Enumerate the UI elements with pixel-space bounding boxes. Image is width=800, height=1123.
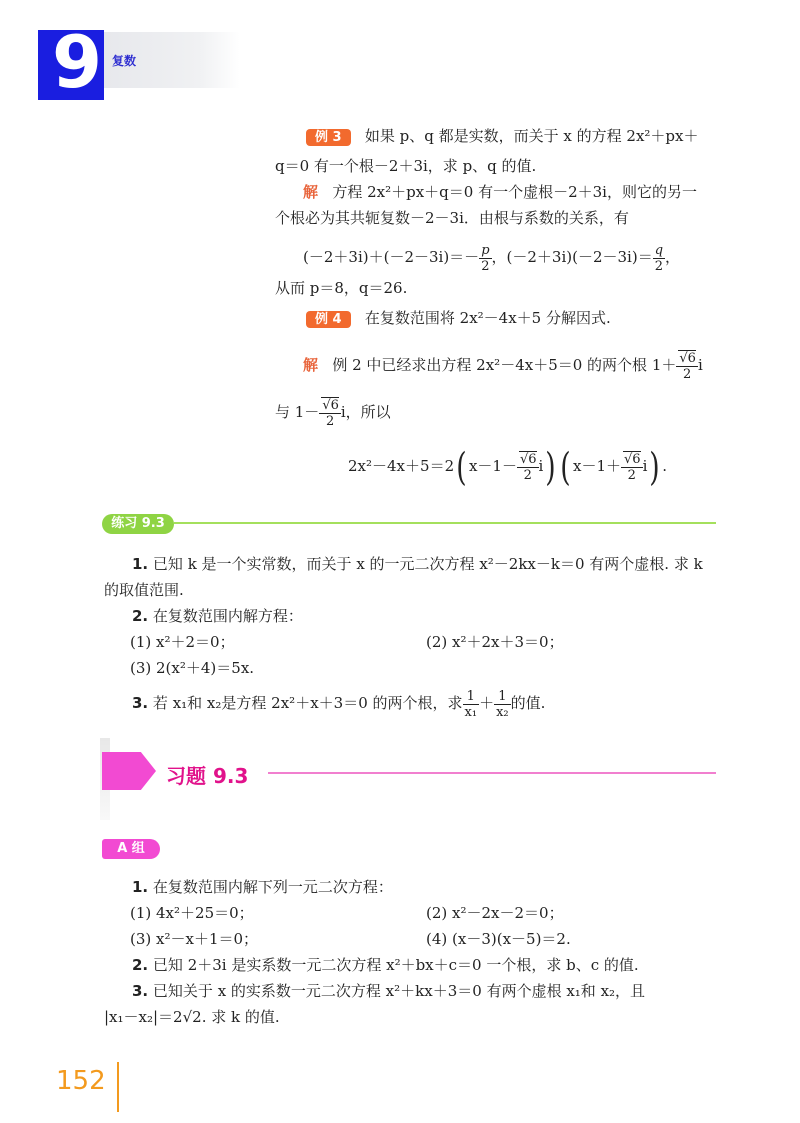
example-4-sol-b (275, 395, 391, 429)
example-3-solve-tag: 解 (303, 183, 319, 201)
fraction-1-over-x1 (463, 689, 480, 720)
practice-item-1a (132, 554, 703, 574)
right-paren-2: ) (649, 445, 660, 489)
fraction-1-over-x2 (494, 689, 511, 720)
example-4-question: 在复数范围将 2x²－4x＋5 分解因式. (364, 309, 611, 327)
eq1-den: 2 (481, 258, 490, 274)
exercise-item-1-1: (1) 4x²＋25＝0； (130, 904, 254, 922)
root-i-d: i (642, 457, 648, 475)
exercise-arrow-icon (102, 752, 156, 790)
practice-tag: 练习 9.3 (102, 514, 174, 534)
p2-text: 在复数范围内解方程： (152, 607, 303, 625)
e3-num: 3. (132, 982, 149, 1000)
eq1-den2: 2 (654, 258, 663, 274)
practice-item-2-1: (1) x²＋2＝0； (130, 633, 235, 651)
page-number-bar (117, 1062, 119, 1112)
practice-item-2 (132, 606, 303, 626)
p3-a: 若 x₁和 x₂是方程 2x²＋x＋3＝0 的两个根，求 (152, 694, 463, 712)
p1-num: 1. (132, 555, 149, 573)
example-4-solution-line-1 (303, 348, 703, 382)
left-paren-1: ( (456, 445, 467, 489)
example-3-sol-a: 方程 2x²＋px＋q＝0 有一个虚根－2＋3i，则它的另一 (332, 183, 697, 201)
eq1-p: p (481, 242, 490, 258)
example-3-question-a: 如果 p、q 都是实数，而关于 x 的方程 2x²＋px＋ (364, 127, 699, 145)
p2-num: 2. (132, 607, 149, 625)
exercise-title: 习题 9.3 (166, 764, 249, 788)
p3-f-num-2: 1 (494, 689, 511, 705)
exercise-item-1-4: (4) (x－3)(x－5)＝2. (426, 930, 571, 948)
root-num-d: √6 (624, 451, 641, 467)
eq1-left: (－2＋3i)＋(－2－3i)＝－ (303, 248, 480, 266)
root-den-d: 2 (627, 467, 636, 483)
example-3-sol-b: 个根必为其共轭复数－2－3i．由根与系数的关系，有 (275, 209, 629, 227)
exercise-divider (268, 772, 716, 774)
chapter-number: 9 (52, 20, 103, 104)
fraction-sqrt6-over-2-c (517, 452, 539, 483)
chapter-title: 复数 (112, 54, 137, 68)
root-den-c: 2 (523, 467, 532, 483)
fraction-q-over-2 (653, 243, 665, 274)
p3-f-den2: x₂ (496, 704, 509, 720)
root-num-b: √6 (322, 397, 339, 413)
exercise-item-1-3: (3) x²－x＋1＝0； (130, 930, 259, 948)
p3-f-num-1: 1 (463, 689, 480, 705)
example-3-question-b: q＝0 有一个根－2＋3i，求 p、q 的值. (275, 157, 537, 175)
example-3-equation (303, 240, 680, 274)
p3-plus: ＋ (479, 694, 495, 712)
example-3-solution-line-1 (303, 182, 697, 202)
e3-a: 已知关于 x 的实系数一元二次方程 x²＋kx＋3＝0 有两个虚根 x₁和 x₂，且 (152, 982, 646, 1000)
example-4-tag: 例 4 (306, 311, 351, 328)
e2-text: 已知 2＋3i 是实系数一元二次方程 x²＋bx＋c＝0 一个根，求 b、c 的值. (152, 956, 639, 974)
fact-f1: x－1－ (468, 457, 517, 475)
eq1-end: ， (665, 248, 681, 266)
practice-item-1b: 的取值范围. (104, 581, 184, 599)
fact-end: . (662, 457, 667, 475)
root-i: i (697, 356, 703, 374)
page-number: 152 (56, 1066, 106, 1096)
e2-num: 2. (132, 956, 149, 974)
root-num-c: √6 (519, 451, 537, 467)
exercise-item-1 (132, 877, 393, 897)
example-3-line-1 (306, 126, 698, 148)
eq1-mid: ，(－2＋3i)(－2－3i)＝ (491, 248, 653, 266)
root-i-c: i (538, 457, 544, 475)
fraction-p-over-2 (479, 243, 491, 274)
example-4-line-1 (306, 308, 611, 330)
fraction-sqrt6-over-2 (676, 351, 698, 382)
root-den: 2 (683, 366, 692, 382)
exercise-item-2 (132, 955, 639, 975)
e1-num: 1. (132, 878, 149, 896)
factorization-equation (348, 445, 667, 489)
fact-f2: x－1＋ (572, 457, 621, 475)
exercise-item-3a (132, 981, 645, 1001)
root-num: √6 (679, 350, 696, 366)
group-a-tag: A 组 (102, 839, 160, 859)
p1-a: 已知 k 是一个实常数，而关于 x 的一元二次方程 x²－2kx－k＝0 有两个虚根. 求 k (152, 555, 703, 573)
exercise-item-3b: |x₁－x₂|＝2√2. 求 k 的值. (104, 1008, 280, 1026)
fraction-sqrt6-over-2-d (621, 452, 643, 483)
left-paren-2: ( (560, 445, 571, 489)
practice-item-3 (132, 686, 545, 720)
root-den-b: 2 (325, 413, 335, 429)
sol-b-pre: 与 1－ (275, 403, 320, 421)
p3-f-den1: x₁ (464, 704, 478, 720)
practice-item-2-2: (2) x²＋2x＋3＝0； (426, 633, 564, 651)
practice-divider (174, 522, 716, 524)
example-3-result: 从而 p＝8，q＝26. (275, 279, 408, 297)
example-4-solve-tag: 解 (303, 356, 319, 374)
sol-b-post: i，所以 (340, 403, 391, 421)
right-paren-1: ) (545, 445, 556, 489)
eq1-q: q (654, 242, 664, 258)
exercise-item-1-2: (2) x²－2x－2＝0； (426, 904, 564, 922)
example-3-tag: 例 3 (306, 129, 351, 146)
practice-item-2-3: (3) 2(x²＋4)＝5x. (130, 659, 255, 677)
e1-text: 在复数范围内解下列一元二次方程： (152, 878, 393, 896)
p3-num: 3. (132, 694, 149, 712)
fact-left: 2x²－4x＋5＝2 (348, 457, 455, 475)
fraction-sqrt6-over-2-b (319, 398, 341, 429)
example-4-sol-a: 例 2 中已经求出方程 2x²－4x＋5＝0 的两个根 1＋ (332, 356, 677, 374)
p3-end: 的值. (510, 694, 546, 712)
